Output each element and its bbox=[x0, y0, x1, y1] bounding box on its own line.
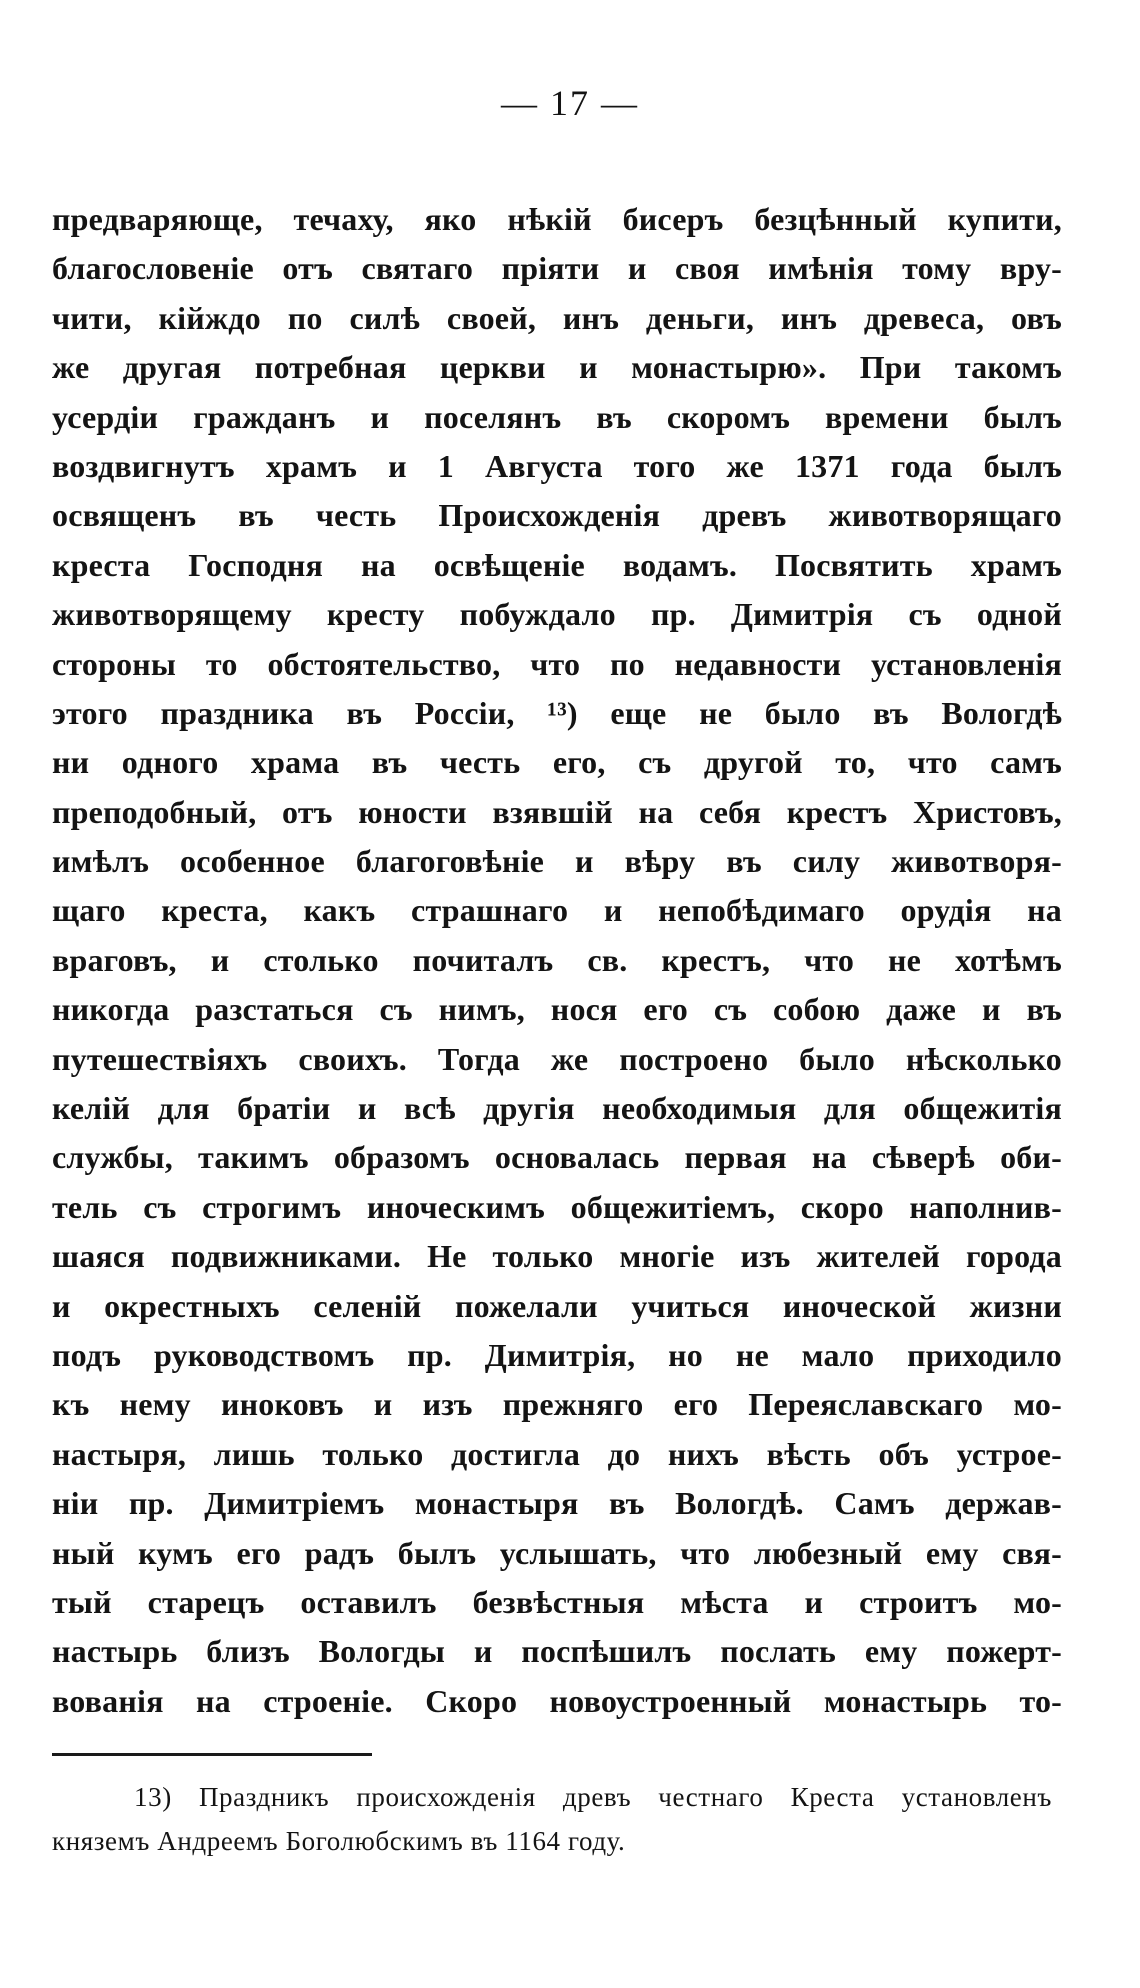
text-line: никогда разстаться съ нимъ, нося его съ собою даже и въ bbox=[52, 991, 1062, 1028]
text-line-with-footnote-ref: этого праздника въ Россіи, ¹³) еще не было въ Вологдѣ bbox=[52, 694, 1062, 731]
text-line: настыря, лишь только достигла до нихъ вѣсть объ устрое- bbox=[52, 1435, 1062, 1472]
text-line: освященъ въ честь Происхожденія древъ животворящаго bbox=[52, 497, 1062, 534]
text-line: къ нему иноковъ и изъ прежняго его Переяславскаго мо- bbox=[52, 1386, 1062, 1423]
text-line: шаяся подвижниками. Не только многіе изъ жителей города bbox=[52, 1238, 1062, 1275]
text-line: предваряюще, течаху, яко нѣкій бисеръ безцѣнный купити, bbox=[52, 201, 1062, 237]
text-line: благословеніе отъ святаго пріяти и своя имѣнія тому вру- bbox=[52, 250, 1062, 287]
text-line: настырь близъ Вологды и поспѣшилъ послать ему пожерт- bbox=[52, 1633, 1062, 1670]
text-line: службы, такимъ образомъ основалась первая на сѣверѣ оби- bbox=[52, 1139, 1062, 1176]
text-line: воздвигнутъ храмъ и 1 Августа того же 1371 года былъ bbox=[52, 447, 1062, 484]
text-line: креста Господня на освѣщеніе водамъ. Посвятить храмъ bbox=[52, 546, 1062, 583]
text-line: ни одного храма въ честь его, съ другой то, что самъ bbox=[52, 744, 1062, 781]
text-line: преподобный, отъ юности взявшій на себя крестъ Христовъ, bbox=[52, 793, 1062, 830]
text-line: тель съ строгимъ иноческимъ общежитіемъ, скоро наполнив- bbox=[52, 1188, 1062, 1225]
footnote bbox=[52, 1775, 1052, 1863]
page-number: — 17 — bbox=[501, 83, 639, 123]
text-line: же другая потребная церкви и монастырю». При такомъ bbox=[52, 349, 1062, 386]
text-line: враговъ, и столько почиталъ св. крестъ, что не хотѣмъ bbox=[52, 941, 1062, 978]
text-line: чити, кійждо по силѣ своей, инъ деньги, инъ древеса, овъ bbox=[52, 299, 1062, 336]
footnote-line: 13) Праздникъ происхожденія древъ честнаго Креста установленъ bbox=[134, 1782, 1052, 1812]
text-line: путешествіяхъ своихъ. Тогда же построено было нѣсколько bbox=[52, 1040, 1062, 1077]
text-line: животворящему кресту побуждало пр. Димитрія съ одной bbox=[52, 596, 1062, 633]
footnote-line: княземъ Андреемъ Боголюбскимъ въ 1164 году. bbox=[52, 1826, 626, 1856]
footnote-divider bbox=[52, 1753, 372, 1756]
text-line: ніи пр. Димитріемъ монастыря въ Вологдѣ. Самъ держав- bbox=[52, 1485, 1062, 1522]
text-line: келій для братіи и всѣ другія необходимыя для общежитія bbox=[52, 1090, 1062, 1127]
text-line: и окрестныхъ селеній пожелали учиться иноческой жизни bbox=[52, 1287, 1062, 1324]
text-line: тый старецъ оставилъ безвѣстныя мѣста и строитъ мо- bbox=[52, 1583, 1062, 1620]
text-line: стороны то обстоятельство, что по недавности установленія bbox=[52, 645, 1062, 682]
text-line: усердіи гражданъ и поселянъ въ скоромъ времени былъ bbox=[52, 398, 1062, 435]
main-text bbox=[52, 195, 1062, 1726]
text-line: ный кумъ его радъ былъ услышать, что любезный ему свя- bbox=[52, 1534, 1062, 1571]
text-line: вованія на строеніе. Скоро новоустроенный монастырь то- bbox=[52, 1682, 1062, 1719]
text-line: подъ руководствомъ пр. Димитрія, но не мало приходило bbox=[52, 1336, 1062, 1373]
text-line: щаго креста, какъ страшнаго и непобѣдимаго орудія на bbox=[52, 892, 1062, 929]
text-line: имѣлъ особенное благоговѣніе и вѣру въ силу животворя- bbox=[52, 843, 1062, 880]
